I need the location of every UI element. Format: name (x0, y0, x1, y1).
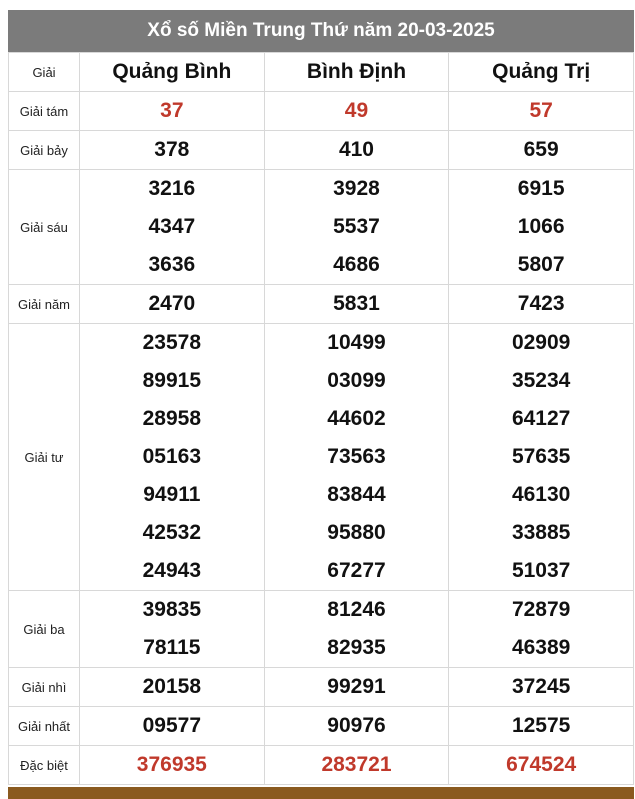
province-header[interactable]: Quảng Bình (80, 53, 265, 92)
result-number: 44602 (327, 407, 386, 430)
result-number: 46389 (511, 636, 571, 659)
result-cell (264, 285, 449, 324)
result-number: 4686 (333, 253, 380, 276)
result-number: 659 (523, 138, 559, 161)
result-number: 20158 (142, 675, 202, 698)
result-cell (80, 92, 265, 131)
result-number: 28958 (142, 407, 202, 430)
results-table (8, 52, 634, 785)
result-number: 09577 (142, 714, 202, 737)
result-number: 89915 (142, 369, 202, 392)
result-cell (80, 591, 265, 668)
result-number: 42532 (142, 521, 202, 544)
result-cell (264, 668, 449, 707)
prize-label: Giải ba (9, 591, 80, 668)
result-number: 3928 (333, 177, 380, 200)
prize-row (9, 324, 634, 591)
result-cell (264, 707, 449, 746)
prize-label: Giải tư (9, 324, 80, 591)
result-cell (80, 285, 265, 324)
results-table-body (9, 53, 634, 785)
result-number: 72879 (511, 598, 571, 621)
result-number: 05163 (142, 445, 202, 468)
result-number: 2470 (148, 292, 196, 315)
result-number: 57635 (511, 445, 571, 468)
prize-row (9, 170, 634, 285)
result-number: 5831 (333, 292, 380, 315)
result-number: 64127 (511, 407, 571, 430)
prize-label: Giải nhì (9, 668, 80, 707)
result-cell (449, 324, 634, 591)
result-number: 410 (338, 138, 374, 161)
prize-row (9, 707, 634, 746)
result-cell (449, 92, 634, 131)
prize-label: Giải nhất (9, 707, 80, 746)
result-number: 03099 (327, 369, 386, 392)
prize-column-header: Giải (9, 53, 80, 92)
result-cell (449, 707, 634, 746)
result-number: 3216 (148, 177, 196, 200)
result-number: 94911 (143, 483, 201, 506)
result-number: 02909 (511, 331, 571, 354)
result-number: 37245 (511, 675, 571, 698)
province-header[interactable]: Bình Định (264, 53, 449, 92)
prize-row (9, 746, 634, 785)
result-number: 81246 (327, 598, 386, 621)
result-number: 7423 (517, 292, 565, 315)
result-number: 6915 (517, 177, 565, 200)
result-cell (80, 707, 265, 746)
result-number: 39835 (142, 598, 202, 621)
result-number: 46130 (511, 483, 571, 506)
prize-row (9, 285, 634, 324)
result-number: 99291 (327, 675, 386, 698)
result-cell (264, 591, 449, 668)
result-cell (264, 92, 449, 131)
result-cell (80, 324, 265, 591)
result-number: 73563 (327, 445, 386, 468)
result-cell (264, 170, 449, 285)
result-cell (264, 131, 449, 170)
result-number: 33885 (511, 521, 571, 544)
result-number: 83844 (327, 483, 386, 506)
result-number: 1066 (517, 215, 565, 238)
result-cell (449, 591, 634, 668)
prize-row (9, 591, 634, 668)
province-header[interactable]: Quảng Trị (449, 53, 634, 92)
result-number: 35234 (511, 369, 571, 392)
result-number: 37 (160, 99, 184, 122)
result-number: 90976 (327, 714, 386, 737)
result-cell (449, 746, 634, 785)
result-cell (449, 668, 634, 707)
prize-row (9, 131, 634, 170)
result-number: 376935 (136, 753, 207, 776)
result-cell (449, 170, 634, 285)
result-cell (80, 668, 265, 707)
result-cell (80, 170, 265, 285)
result-number: 283721 (321, 753, 392, 776)
prize-label: Giải tám (9, 92, 80, 131)
result-cell (449, 285, 634, 324)
result-number: 57 (529, 99, 553, 122)
result-number: 378 (154, 138, 190, 161)
result-cell (80, 131, 265, 170)
prize-row (9, 92, 634, 131)
result-cell (264, 324, 449, 591)
result-cell (449, 131, 634, 170)
result-number: 95880 (327, 521, 386, 544)
results-panel (8, 10, 634, 785)
result-cell (264, 746, 449, 785)
result-number: 24943 (142, 559, 202, 582)
result-number: 67277 (327, 559, 386, 582)
result-cell (80, 746, 265, 785)
result-number: 49 (344, 99, 369, 122)
result-number: 23578 (142, 331, 202, 354)
result-number: 5807 (517, 253, 565, 276)
prize-label: Giải bảy (9, 131, 80, 170)
page-title: Xổ số Miền Trung Thứ năm 20-03-2025 (8, 10, 634, 52)
result-number: 10499 (327, 331, 386, 354)
result-number: 78115 (143, 636, 201, 659)
result-number: 82935 (327, 636, 386, 659)
header-row (9, 53, 634, 92)
result-number: 51037 (511, 559, 571, 582)
result-number: 4347 (148, 215, 196, 238)
prize-label: Giải sáu (9, 170, 80, 285)
prize-label: Đặc biệt (9, 746, 80, 785)
result-number: 5537 (333, 215, 380, 238)
result-number: 12575 (511, 714, 571, 737)
result-number: 3636 (148, 253, 196, 276)
bottom-bar (8, 787, 634, 799)
result-number: 674524 (506, 753, 577, 776)
prize-label: Giải năm (9, 285, 80, 324)
prize-row (9, 668, 634, 707)
